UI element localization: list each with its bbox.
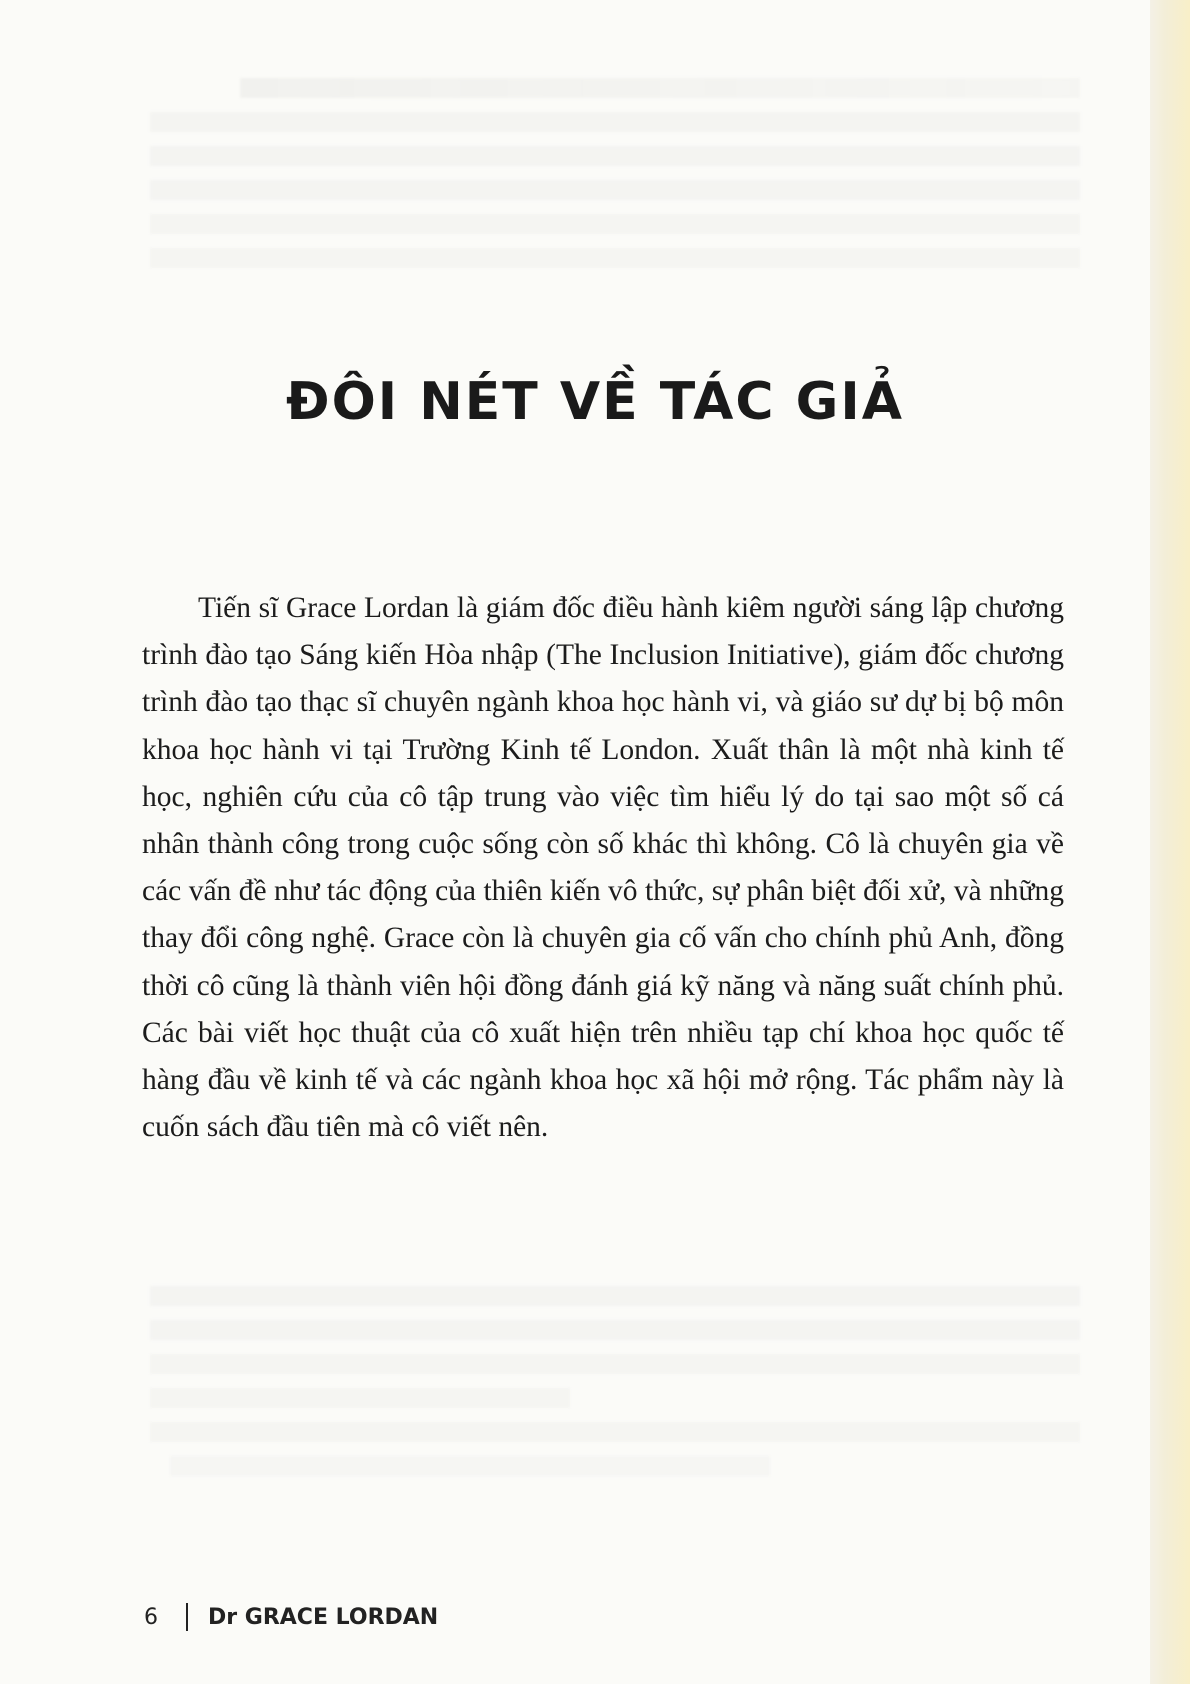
footer-divider: [186, 1603, 188, 1631]
running-head-author: Dr GRACE LORDAN: [208, 1604, 439, 1630]
page-number: 6: [144, 1604, 158, 1630]
bleed-through-bottom: [150, 1272, 1080, 1490]
author-bio-paragraph: Tiến sĩ Grace Lordan là giám đốc điều hành kiêm người sáng lập chương trình đào tạo Sáng kiến Hòa nhập (The Inclusion Initiative), giám đốc chương trình đào tạo thạc sĩ chuyên ngành khoa học hành vi, và giáo sư dự bị bộ môn khoa học hành vi tại Trường Kinh tế London. Xuất thân là một nhà kinh tế học, nghiên cứu của cô tập trung vào việc tìm hiểu lý do tại sao một số cá nhân thành công trong cuộc sống còn số khác thì không. Cô là chuyên gia về các vấn đề như tác động của thiên kiến vô thức, sự phân biệt đối xử, và những thay đổi công nghệ. Grace còn là chuyên gia cố vấn cho chính phủ Anh, đồng thời cô cũng là thành viên hội đồng đánh giá kỹ năng và năng suất chính phủ. Các bài viết học thuật của cô xuất hiện trên nhiều tạp chí khoa học quốc tế hàng đầu về kinh tế và các ngành khoa học xã hội mở rộng. Tác phẩm này là cuốn sách đầu tiên mà cô viết nên.: [142, 592, 1064, 1144]
section-title: ĐÔI NÉT VỀ TÁC GIẢ: [286, 372, 904, 432]
page-edge-shade: [1150, 0, 1190, 1684]
bleed-through-top: [150, 64, 1080, 282]
page-footer: [144, 1600, 438, 1634]
